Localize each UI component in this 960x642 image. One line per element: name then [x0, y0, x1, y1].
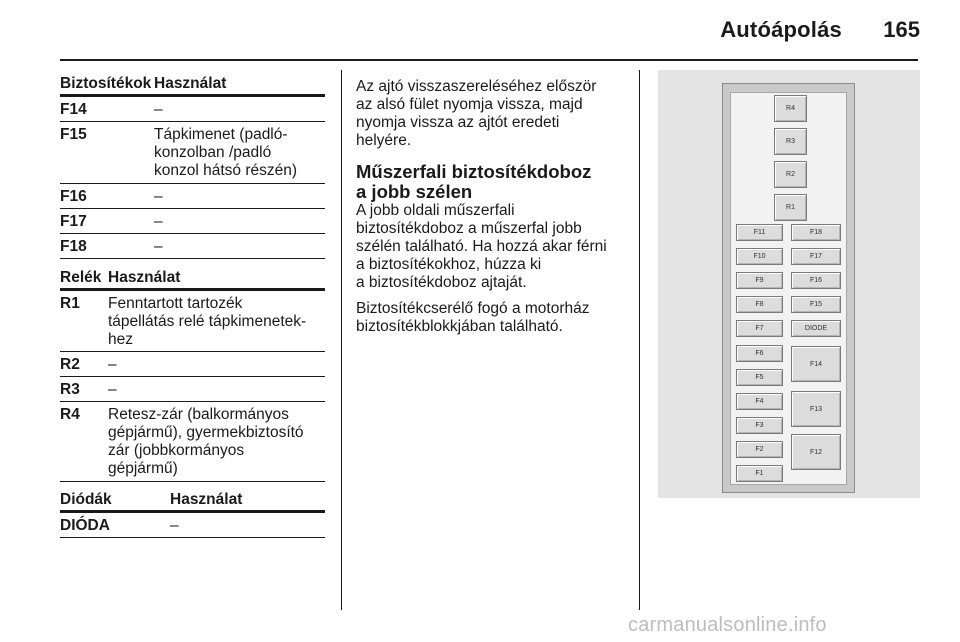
- diode-table-col2: Használat: [170, 491, 243, 508]
- row-value: –: [154, 213, 163, 230]
- watermark: carmanualsonline.info: [628, 614, 827, 636]
- fuse-table-col1: Biztosítékok: [60, 75, 152, 92]
- fuse-f16: F16: [791, 272, 841, 289]
- page-title: Autóápolás: [720, 17, 842, 42]
- row-key: F17: [60, 213, 87, 230]
- fuse-f15: F15: [791, 296, 841, 313]
- row-value: –: [108, 356, 117, 373]
- relay-r4: R4: [774, 95, 807, 122]
- intro-paragraph: Az ajtó visszaszereléséhez először az alsó fület nyomja vissza, majd nyomja vissza az ajtót eredeti helyére.: [356, 78, 597, 149]
- body-paragraph-1: A jobb oldali műszerfali biztosítékdoboz a műszerfal jobb szélén található. Ha hozzá akar férni a biztosítékokhoz, húzza ki a biztosítékdoboz ajtaját.: [356, 202, 607, 291]
- fuse-f1: F1: [736, 465, 783, 482]
- row-value: –: [154, 188, 163, 205]
- relay-r2: R2: [774, 161, 807, 188]
- right-text-column: [356, 78, 626, 344]
- relay-table-col2: Használat: [108, 269, 181, 286]
- table-row: [60, 234, 325, 259]
- fuse-f12: F12: [791, 434, 841, 470]
- fuse-f3: F3: [736, 417, 783, 434]
- fuse-f13: F13: [791, 391, 841, 427]
- table-row: [60, 209, 325, 234]
- page-header: [0, 0, 960, 62]
- row-key: F14: [60, 101, 87, 118]
- fuse-f2: F2: [736, 441, 783, 458]
- fuse-table-header: [60, 70, 325, 97]
- row-key: F16: [60, 188, 87, 205]
- table-row: [60, 402, 325, 482]
- body-paragraph-2: Biztosítékcserélő fogó a motorház biztosítékblokkjában található.: [356, 300, 590, 335]
- row-key: F15: [60, 126, 87, 143]
- fuse-f4: F4: [736, 393, 783, 410]
- table-row: [60, 377, 325, 402]
- fuse-f17: F17: [791, 248, 841, 265]
- row-key: F18: [60, 238, 87, 255]
- fuse-f18: F18: [791, 224, 841, 241]
- diode-table: [60, 486, 325, 538]
- fuse-f7: F7: [736, 320, 783, 337]
- row-key: R1: [60, 295, 80, 312]
- diode: DIODE: [791, 320, 841, 337]
- fuse-f5: F5: [736, 369, 783, 386]
- row-value: –: [154, 238, 163, 255]
- diode-table-col1: Diódák: [60, 491, 112, 508]
- row-value: Tápkimenet (padló- konzolban /padló konzol hátsó részén): [154, 126, 298, 179]
- fuse-table-col2: Használat: [154, 75, 227, 92]
- diode-table-header: [60, 486, 325, 513]
- row-value: –: [170, 517, 179, 534]
- row-key: R4: [60, 406, 80, 423]
- row-key: R2: [60, 356, 80, 373]
- relay-table: [60, 264, 325, 482]
- table-row: [60, 513, 325, 538]
- relay-table-header: [60, 264, 325, 291]
- table-row: [60, 97, 325, 122]
- section-heading: Műszerfali biztosítékdoboz a jobb szélen: [356, 161, 592, 202]
- table-row: [60, 291, 325, 352]
- fusebox-diagram: [658, 70, 920, 498]
- fuse-f8: F8: [736, 296, 783, 313]
- row-value: –: [154, 101, 163, 118]
- row-key: DIÓDA: [60, 517, 110, 534]
- table-row: [60, 122, 325, 184]
- relay-table-col1: Relék: [60, 269, 102, 286]
- table-row: [60, 184, 325, 209]
- column-divider-left: [341, 70, 342, 610]
- row-value: –: [108, 381, 117, 398]
- table-row: [60, 352, 325, 377]
- fuse-f9: F9: [736, 272, 783, 289]
- row-value: Retesz-zár (balkormányos gépjármű), gyermekbiztosító zár (jobbkormányos gépjármű): [108, 406, 304, 477]
- row-key: R3: [60, 381, 80, 398]
- row-value: Fenntartott tartozék tápellátás relé tápkimenetek- hez: [108, 295, 307, 348]
- fuse-f11: F11: [736, 224, 783, 241]
- fuse-f10: F10: [736, 248, 783, 265]
- relay-r1: R1: [774, 194, 807, 221]
- fuse-f14: F14: [791, 346, 841, 382]
- page-number: 165: [883, 17, 920, 42]
- column-divider-right: [639, 70, 640, 610]
- header-rule: [60, 59, 918, 61]
- fuse-table: [60, 70, 325, 259]
- relay-r3: R3: [774, 128, 807, 155]
- fuse-f6: F6: [736, 345, 783, 362]
